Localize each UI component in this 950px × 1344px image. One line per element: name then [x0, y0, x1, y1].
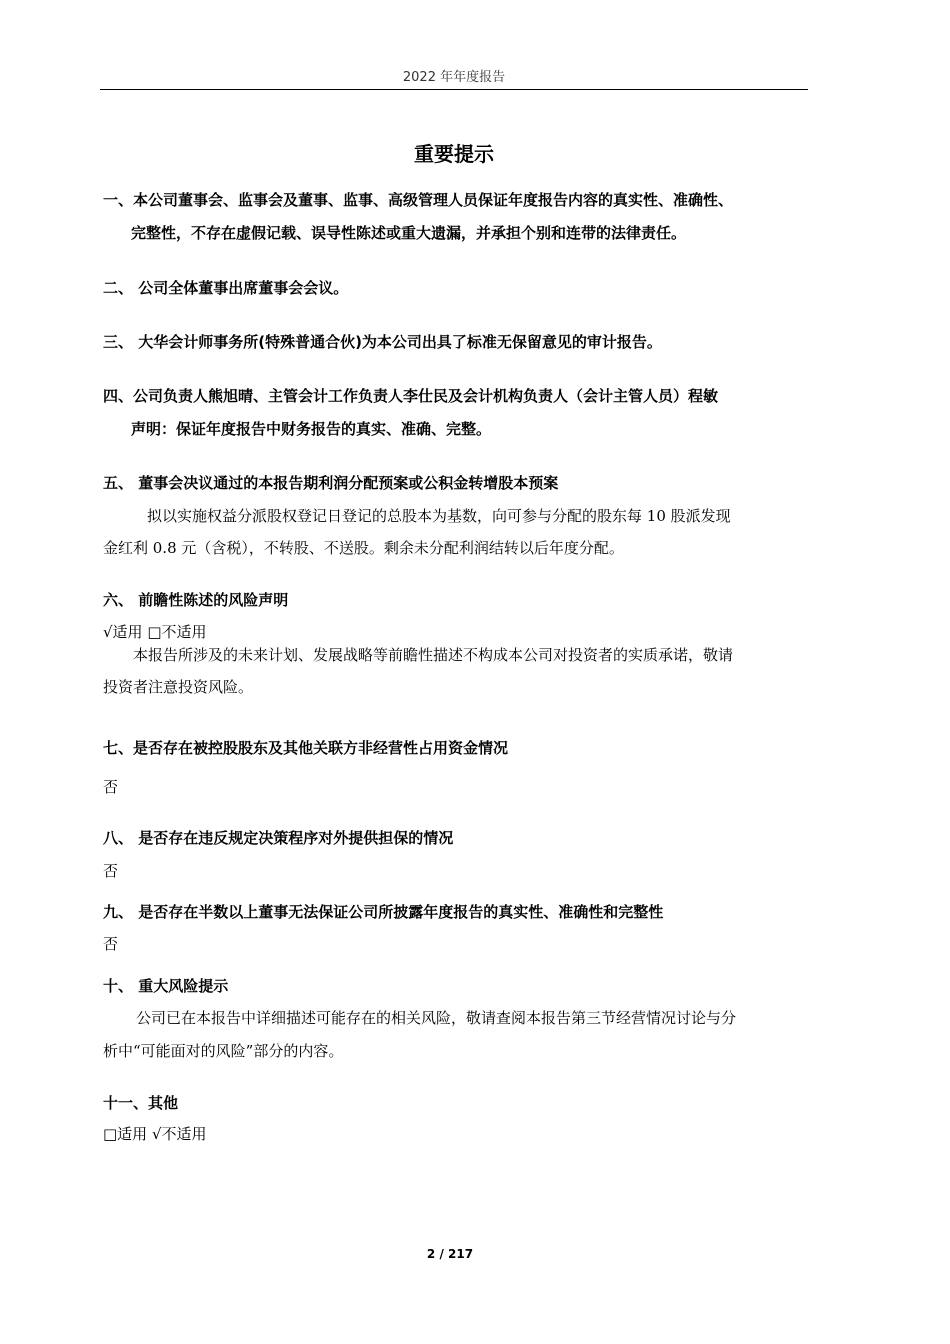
section-6-heading: 六、 前瞻性陈述的风险声明 — [103, 591, 289, 609]
page-header-rule — [100, 89, 808, 90]
section-5-body-line-2: 金红利 0.8 元（含税），不转股、不送股。剩余未分配利润结转以后年度分配。 — [103, 539, 624, 557]
section-11-heading: 十一、其他 — [103, 1094, 179, 1112]
section-1-line-2: 完整性，不存在虚假记载、误导性陈述或重大遗漏，并承担个别和连带的法律责任。 — [131, 224, 687, 242]
section-1-line-1: 一、本公司董事会、监事会及董事、监事、高级管理人员保证年度报告内容的真实性、准确性、 — [103, 191, 734, 209]
section-9-heading: 九、 是否存在半数以上董事无法保证公司所披露年度报告的真实性、准确性和完整性 — [103, 903, 664, 921]
section-7-answer: 否 — [103, 778, 119, 796]
section-6-body-line-1: 本报告所涉及的未来计划、发展战略等前瞻性描述不构成本公司对投资者的实质承诺，敬请 — [133, 646, 734, 664]
section-10-body-line-2: 析中“可能面对的风险”部分的内容。 — [103, 1042, 344, 1060]
section-10-body-line-1: 公司已在本报告中详细描述可能存在的相关风险，敬请查阅本报告第三节经营情况讨论与分 — [136, 1009, 737, 1027]
section-4-line-2: 声明：保证年度报告中财务报告的真实、准确、完整。 — [131, 420, 492, 438]
section-8-answer: 否 — [103, 862, 119, 880]
section-5-body-line-1: 拟以实施权益分派股权登记日登记的总股本为基数，向可参与分配的股东每 10 股派发现 — [147, 507, 731, 525]
document-title: 重要提示 — [414, 142, 494, 166]
section-8-heading: 八、 是否存在违反规定决策程序对外提供担保的情况 — [103, 829, 454, 847]
section-4-line-1: 四、公司负责人熊旭晴、主管会计工作负责人李仕民及会计机构负责人（会计主管人员）程敏 — [103, 387, 719, 405]
section-6-body-line-2: 投资者注意投资风险。 — [103, 678, 254, 696]
section-11-applicability-choice: □适用 √不适用 — [103, 1125, 207, 1143]
section-2-line-1: 二、 公司全体董事出席董事会会议。 — [103, 279, 349, 297]
section-5-heading: 五、 董事会决议通过的本报告期利润分配预案或公积金转增股本预案 — [103, 474, 559, 492]
section-10-heading: 十、 重大风险提示 — [103, 977, 229, 995]
section-6-applicability-choice: √适用 □不适用 — [103, 623, 207, 641]
page-header-title: 2022 年年度报告 — [402, 70, 506, 85]
page-number: 2 / 217 — [426, 1247, 474, 1261]
section-7-heading: 七、是否存在被控股股东及其他关联方非经营性占用资金情况 — [103, 739, 509, 757]
section-9-answer: 否 — [103, 935, 119, 953]
section-3-line-1: 三、 大华会计师事务所(特殊普通合伙)为本公司出具了标准无保留意见的审计报告。 — [103, 333, 662, 351]
